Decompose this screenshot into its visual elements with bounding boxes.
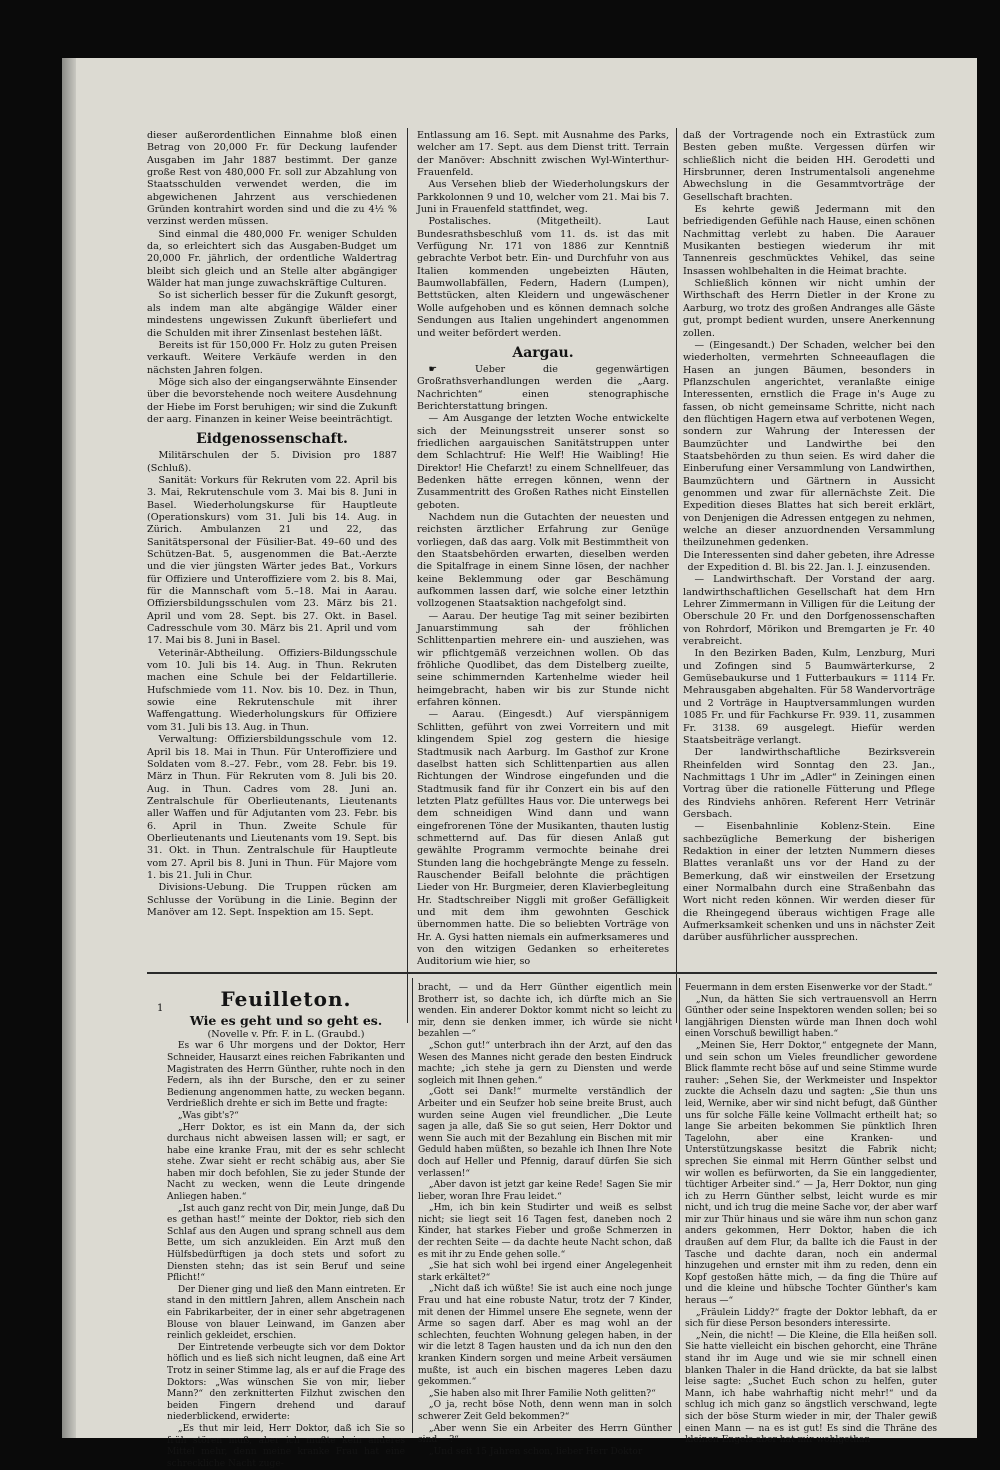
article-paragraph: Nachdem nun die Gutachten der neuesten und reichsten ärztlicher Erfahrung zur Genüge vorliegen, daß das aarg. Volk mit Bestimmtheit von den Staatsbehörden erwarten, dieselben werden die Spitalfrage in einem Sinne lösen, der nachher keine Beklemmung oder gar Beschämung aufkommen lassen darf, wie solche einer letzthin vollzogenen Staatsaktion nachgefolgt sind. [417, 511, 669, 610]
article-paragraph: — Am Ausgange der letzten Woche entwickelte sich der Meinungsstreit unserer sonst so friedlichen aargauischen Sanitätstruppen unter dem Schlachtruf: Hie Welf! Hie Waibling! Hie Direktor! Hie Chefarzt! zu einem Schnellfeuer, das Bedenken hätte erregen können, wenn der Zusammentritt des Großen Rathes nicht Einstellen geboten. [417, 413, 669, 511]
story-paragraph: Der Diener ging und ließ den Mann eintreten. Er stand in den mittlern Jahren, allem Anschein nach ein Fabrikarbeiter, der in einer sehr abgetragenen Blouse von blauer Leinwand, im Ganzen aber reinlich gekleidet, erschien. [167, 1284, 405, 1342]
story-paragraph: „O ja, recht böse Noth, denn wenn man in solch schwerer Zeit Geld bekommen?“ [418, 1400, 672, 1422]
top-column-1 [147, 130, 397, 1010]
story-title: Wie es geht und so geht es. [189, 1013, 383, 1028]
article-paragraph: daß der Vortragende noch ein Extrastück zum Besten geben mußte. Vergessen dürfen wir schließlich nicht die beiden HH. Gerodetti und Hirsbrunner, deren Instrumentalsoli angenehme Abwechslung in die Gesammtvorträge der Gesellschaft brachten. [683, 130, 935, 203]
story-subtitle: (Novelle v. Pfr. F. in L. (Graubd.) [207, 1029, 365, 1040]
article-paragraph: So ist sicherlich besser für die Zukunft gesorgt, als indem man alte abgängige Wälder einer mindestens ungewissen Zukunft überliefert und die Schulden mit ihrer Zinsenlast bestehen läßt. [147, 290, 397, 339]
top-column-2 [417, 130, 669, 1010]
top-column-3 [683, 130, 935, 1010]
story-paragraph: „Aber wenn Sie ein Arbeiter des Herrn Günther sind —?“ [418, 1423, 672, 1446]
section-heading-eidgenossenschaft: Eidgenossenschaft. [196, 431, 348, 448]
story-paragraph: „Ist auch ganz recht von Dir, mein Junge, daß Du es gethan hast!“ meinte der Doktor, rieb sich den Schlaf aus den Augen und sprang schnell aus dem Bette, um sich anzukleiden. Ein Arzt muß den Hülfsbedürftigen ja doch stets und sofort zu Diensten stehn; das ist sein Beruf und seine Pflicht!“ [167, 1203, 405, 1284]
article-paragraph: dieser außerordentlichen Einnahme bloß einen Betrag von 20,000 Fr. für Deckung laufender Ausgaben im Jahr 1887 bestimmt. Der ganze große Rest von 480,000 Fr. soll zur Abzahlung von Staatsschulden verwendet werden, die im abgewichenen Jahrzent aus verschiedenen Gründen kontrahirt worden sind und die zu 4½ % verzinst werden müssen. [147, 130, 397, 228]
column-rule [407, 128, 408, 1023]
story-paragraph: Der Eintretende verbeugte sich vor dem Doktor höflich und es ließ sich nicht leugnen, daß eine Art Trotz in seiner Stimme lag, als er auf die Frage des Doktors: „Was wünschen Sie von mir, lieber Mann?“ den zerknitterten Filzhut zwischen den beiden Fingern drehend und darauf niederblickend, erwiderte: [167, 1342, 405, 1423]
story-paragraph: Feuermann in dem ersten Eisenwerke vor der Stadt.“ [685, 983, 933, 993]
feuilleton-title: Feuilleton. [220, 987, 352, 1011]
story-paragraph: „Schon gut!“ unterbrach ihn der Arzt, auf den das Wesen des Mannes nicht gerade den besten Eindruck machte; „ich stehe ja gern zu Diensten und werde sogleich mit Ihnen gehen.“ [418, 1040, 672, 1086]
story-paragraph: „Es thut mir leid, Herr Doktor, daß ich Sie so früh stören muß, aber ich mußte kein anderes Mittel mehr, denn meine kranke Frau hat eine schreckliche Nacht zuge- [167, 1423, 405, 1469]
story-paragraph: „Gott sei Dank!“ murmelte verständlich der Arbeiter und ein Seufzer hob seine breite Brust, auch wurden seine Augen viel freundlicher. „Die Leute sagen ja alle, daß Sie so gut seien, Herr Doktor und wenn Sie auch mit der Bezahlung ein Bischen mit mir Geduld haben müßten, so bezahle ich Ihnen Ihre Note doch auf Heller und Pfennig, darauf dürfen Sie sich verlassen!“ [418, 1087, 672, 1179]
article-paragraph: Veterinär-Abtheilung. Offiziers-Bildungsschule vom 10. Juli bis 14. Aug. in Thun. Rekruten machen eine Schule bei der Feldartillerie. Hufschmiede vom 11. Nov. bis 10. Dez. in Thun, sowie eine Rekrutenschule mit ihrer Waffengattung. Wiederholungskurs für Offiziere vom 31. Juli bis 13. Aug. in Thun. [147, 647, 397, 733]
article-paragraph: Es kehrte gewiß Jedermann mit den befriedigenden Gefühle nach Hause, einen schönen Nachmittag verlebt zu haben. Die Aarauer Musikanten bestiegen wiederum ihr mit Tannenreis geschmücktes Vehikel, das seine Insassen wohlbehalten in die Heimat brachte. [683, 204, 935, 277]
article-paragraph: Möge sich also der eingangserwähnte Einsender über die bevorstehende noch weitere Ausdehnung der Hiebe im Forst beruhigen; wir sind die Zukunft der aarg. Finanzen in keiner Weise beeinträchtigt. [147, 376, 397, 425]
story-paragraph: „Aber davon ist jetzt gar keine Rede! Sagen Sie mir lieber, woran Ihre Frau leidet.“ [418, 1180, 672, 1202]
article-paragraph: — Aarau. (Eingesdt.) Auf vierspännigem Schlitten, geführt von zwei Vorreitern und mit klingendem Spiel zog gestern die hiesige Stadtmusik nach Aarburg. Im Gasthof zur Krone daselbst hatten sich Schlittenpartien aus allen Richtungen der Windrose eingefunden und die Stadtmusik fand für ihr Conzert ein bis auf den letzten Platz gefülltes Haus vor. Die unterwegs bei dem schneidigen Wind dann und wann eingefrorenen Töne der Musikanten, thauten lustig schmetternd auf. Das für diesen Anlaß gut gewählte Programm vermochte beinahe drei Stunden lang die hochgebrängte Menge zu fesseln. Rauschender Beifall belohnte die prächtigen Lieder von Hr. Burgmeier, deren Klavierbegleitung Hr. Stadtschreiber Niggli mit großer Gefälligkeit und mit dem ihm gewohnten Geschick übernommen hatte. Die so beliebten Vorträge von Hr. A. Gysi hatten niemals ein aufmerksameres und von den witzigen Gedanken so erheiteretes Auditorium wie hier, so [417, 709, 669, 968]
article-paragraph: Sind einmal die 480,000 Fr. weniger Schulden da, so erleichtert sich das Ausgaben-Budget um 20,000 Fr. jährlich, der ordentliche Waldertrag bleibt sich gleich und an Stelle alter abgängiger Wälder hat man junge zuwachskräftige Culturen. [147, 228, 397, 290]
column-rule [412, 978, 413, 1433]
feuilleton-column-2 [418, 983, 672, 1457]
feuilleton-column-1 [167, 983, 405, 1469]
newspaper-page [62, 58, 977, 1469]
article-paragraph: ☛ Ueber die gegenwärtigen Großrathsverhandlungen werden die „Aarg. Nachrichten“ einen stenographische Berichterstattung bringen. [417, 363, 669, 412]
article-paragraph: Der landwirthschaftliche Bezirksverein Rheinfelden wird Sonntag den 23. Jan., Nachmittags 1 Uhr im „Adler“ in Zeiningen einen Vortrag über die rationelle Fütterung und Pflege des Rindviehs anhören. Referent Herr Vetrinär Gersbach. [683, 747, 935, 820]
story-paragraph: Es war 6 Uhr morgens und der Doktor, Herr Schneider, Hausarzt eines reichen Fabrikanten und Magistraten des Herrn Günther, ruhte noch in den Federn, als ihn der Bursche, den er zu seiner Bedienung angenommen hatte, zu wecken begann. Verdrießlich drehte er sich im Bette und fragte: [167, 1041, 405, 1110]
article-paragraph: In den Bezirken Baden, Kulm, Lenzburg, Muri und Zofingen sind 5 Baumwärterkurse, 2 Gemüsebaukurse und 1 Futterbaukurs = 1114 Fr. Mehrausgaben abgehalten. Für 58 Wandervorträge und 2 Vorträge in Hauptversammlungen wurden 1085 Fr. und für Fachkurse Fr. 939. 11, zusammen Fr. 3138. 69 ausgelegt. Hiefür werden Staatsbeiträge verlangt. [683, 648, 935, 746]
article-paragraph: Aus Versehen blieb der Wiederholungskurs der Parkkolonnen 9 und 10, welcher vom 21. Mai bis 7. Juni in Frauenfeld stattfindet, weg. [417, 179, 669, 216]
article-paragraph: — (Eingesandt.) Der Schaden, welcher bei den wiederholten, vermehrten Schneeauflagen die Hasen an jungen Bäumen, besonders in Pflanzschulen angerichtet, veranlaßte einige Interessenten, ernstlich die Frage in's Auge zu fassen, ob nicht gemeinsame Schritte, nicht nach den flüchtigen Hagern etwa auf verbotenen Wegen, sondern zur Wahrung der Interessen der Baumzüchter und Landwirthe bei den Staatsbehörden zu thun seien. Es wird daher die Einberufung einer Versammlung von Landwirthen, Baumzüchtern und Gärtnern in Aussicht genommen und zwar für allernächste Zeit. Die Expedition dieses Blattes hat sich bereit erklärt, von Denjenigen die Adressen entgegen zu nehmen, welche an dieser anzuordnenden Versammlung theilzunehmen gedenken. [683, 339, 935, 549]
column-rule [679, 978, 680, 1433]
article-paragraph: Die Interessenten sind daher gebeten, ihre Adresse der Expedition d. Bl. bis 22. Jan. l. J. einzusenden. [683, 549, 935, 574]
article-paragraph: — Landwirthschaft. Der Vorstand der aarg. landwirthschaftlichen Gesellschaft hat dem Hrn Lehrer Zimmermann in Villigen für die Leitung der Oberschule 20 Fr. und den Dorfgenossenschaften von Rohrdorf, Mörikon und Bremgarten je Fr. 40 verabreicht. [683, 574, 935, 648]
story-paragraph: „Und seit 15 Jahren schon, lieber Herr Doktor [428, 1446, 643, 1457]
article-paragraph: Verwaltung: Offiziersbildungsschule vom 12. April bis 18. Mai in Thun. Für Unteroffiziere und Soldaten vom 8.–27. Febr., vom 28. Febr. bis 19. März in Thun. Für Rekruten vom 8. Juli bis 20. Aug. in Thun. Cadres vom 28. Juni an. Zentralschule für Oberlieutenants, Lieutenants aller Waffen und für Adjutanten vom 23. Febr. bis 6. April in Thun. Zweite Schule für Oberlieutenants und Lieutenants vom 19. Sept. bis 31. Okt. in Thun. Zentralschule für Hauptleute vom 27. April bis 8. Juni in Thun. Für Majore vom 1. bis 21. Juli in Chur. [147, 734, 397, 881]
story-text [167, 1041, 405, 1470]
story-paragraph: „Hm, ich bin kein Studirter und weiß es selbst nicht; sie liegt seit 16 Tagen fest, daneben noch 2 Kinder, hat starkes Fieber und große Schmerzen in der rechten Seite — da dachte heute Nacht schon, daß es mit ihr zu Ende gehen solle.“ [418, 1203, 672, 1260]
article-paragraph: Postalisches. (Mitgetheilt). Laut Bundesrathsbeschluß vom 11. ds. ist das mit Verfügung Nr. 171 von 1886 zur Kenntniß gebrachte Verbot betr. Ein- und Durchfuhr von aus Italien kommenden ungebeizten Häuten, Baumwollabfällen, Federn, Hadern (Lumpen), Bettstücken, alten Kleidern und ungewäschener Wolle aufgehoben und es können demnach solche Sendungen aus Italien ungehindert angenommen und weiter befördert werden. [417, 216, 669, 339]
story-paragraph: „Herr Doktor, es ist ein Mann da, der sich durchaus nicht abweisen lassen will; er sagt, er habe eine kranke Frau, mit der es sehr schlecht stehe. Zwar sieht er recht schäbig aus, aber Sie haben mir doch befohlen, Sie zu jeder Stunde der Nacht zu wecken, wenn die Leute dringende Anliegen haben.“ [167, 1122, 405, 1203]
article-paragraph: Militärschulen der 5. Division pro 1887 (Schluß). [147, 450, 397, 474]
article-paragraph: — Aarau. Der heutige Tag mit seiner bezibirten Januarstimmung sah der fröhlichen Schlittenpartien mehrere ein- und ausziehen, was wir pflichtgemäß verzeichnen wollen. Ob das fröhliche Quodlibet, das dem Distelberg zueilte, seine schimmernden Kartenhelme wieder heil heimgebracht, haben wir bis zur Stunde nicht erfahren können. [417, 610, 669, 709]
feuilleton-divider [147, 972, 937, 974]
column-rule [676, 128, 677, 1023]
article-paragraph: — Eisenbahnlinie Koblenz-Stein. Eine sachbezügliche Bemerkung der bisherigen Redaktion in einer der letzten Nummern dieses Blattes veranlaßt uns vor der Hand zu der Bemerkung, daß wir einstweilen der Ersetzung einer Normalbahn durch eine Straßenbahn das Wort nicht reden können. Wir werden dieser für die Rheingegend überaus wichtigen Frage alle Aufmerksamkeit schenken und uns in nächster Zeit darüber ausführlicher aussprechen. [683, 821, 935, 944]
story-paragraph: „Sie haben also mit Ihrer Familie Noth gelitten?“ [428, 1388, 656, 1399]
story-paragraph: „Sie hat sich wohl bei irgend einer Angelegenheit stark erkältet?“ [418, 1261, 672, 1283]
story-paragraph: „Meinen Sie, Herr Doktor,“ entgegnete der Mann, und sein schon um Vieles freundlicher gewordene Blick flammte recht böse auf und seine Stimme wurde rauher: „Sehen Sie, der Werkmeister und Inspektor zuckte die Achseln dazu und sagten: „Sie thun uns leid, Wernike, aber wir sind nicht befugt, daß Günther uns für solche Fälle keine Vollmacht ertheilt hat; so lange Sie arbeiten bekommen Sie pünktlich Ihren Tagelohn, aber eine Kranken- und Unterstützungskasse besitzt die Fabrik nicht; sprechen Sie einmal mit Herrn Günther selbst und wir wollen es befürworten, da Sie ein langgedienter, tüchtiger Arbeiter sind.“ — Ja, Herr Doktor, nun ging ich zu Herrn Günther selbst, leicht wurde es mir nicht, und ich trug die meine Sache vor, der aber warf mir zur Thür hinaus und sie wäre ihm nun schon ganz anders gekommen, Herr Doktor, haben die ich draußen auf dem Flur, da ballte ich die Faust in der Tasche und dachte daran, noch ein andermal hinzugehen und ernster mit ihm zu reden, denn ein Kopf gestoßen hätte mich, — da fing die Thüre auf und die kleine und hübsche Tochter Günther's kam heraus —“ [685, 1040, 937, 1307]
story-paragraph: „Nicht daß ich wüßte! Sie ist auch eine noch junge Frau und hat eine robuste Natur, trotz der 7 Kinder, mit denen der Himmel unsere Ehe segnete, wenn der Arme so sagen darf. Aber es mag wohl an der schlechten, feuchten Wohnung gelegen haben, in der wir die letzt 8 Tagen hausten und da ich nun den den kranken Kindern sorgen und meine Arbeit versäumen mußte, ist auch ein bischen mageres Leben dazu gekommen.“ [418, 1284, 672, 1388]
article-paragraph: Bereits ist für 150,000 Fr. Holz zu guten Preisen verkauft. Weitere Verkäufe werden in den nächsten Jahren folgen. [147, 339, 397, 376]
article-paragraph: Entlassung am 16. Sept. mit Ausnahme des Parks, welcher am 17. Sept. aus dem Dienst tritt. Terrain der Manöver: Abschnitt zwischen Wyl-Winterthur-Frauenfeld. [417, 130, 669, 179]
story-paragraph: „Fräulein Liddy?“ fragte der Doktor lebhaft, da er sich für diese Person besonders interessirte. [685, 1307, 937, 1330]
feuilleton-number: 1 [157, 1003, 164, 1014]
article-paragraph: Divisions-Uebung. Die Truppen rücken am Schlusse der Vorübung in die Linie. Beginn der Manöver am 12. Sept. Inspektion am 15. Sept. [147, 882, 397, 918]
section-heading-aargau: Aargau. [512, 344, 574, 361]
story-paragraph: „Nun, da hätten Sie sich vertrauensvoll an Herrn Günther oder seine Inspektoren wenden sollen; bei so langjährigen Diensten würde man Ihnen doch wohl einen Vorschuß bewilligt haben.“ [685, 994, 937, 1040]
article-paragraph: Sanität: Vorkurs für Rekruten vom 22. April bis 3. Mai, Rekrutenschule vom 3. Mai bis 8. Juni in Basel. Wiederholungskurse für Hauptleute (Operationskurs) vom 31. Juli bis 14. Aug. in Zürich. Ambulanzen 21 und 22, das Sanitätspersonal der Füsilier-Bat. 49–60 und des Schützen-Bat. 5, ausgenommen die Bat.-Aerzte und die vier jüngsten Wärter jedes Bat., Vorkurs für Offiziere und Unteroffiziere vom 2. bis 8. Mai, für die Mannschaft vom 5.–18. Mai in Aarau. Offiziersbildungsschulen vom 23. März bis 21. April und vom 28. Sept. bis 27. Okt. in Basel. Cadresschule vom 30. März bis 21. April und vom 17. Mai bis 8. Juni in Basel. [147, 474, 397, 647]
story-paragraph: „Nein, die nicht! — Die Kleine, die Ella heißen soll. Sie hatte vielleicht ein bischen gehorcht, eine Thräne stand ihr im Auge und wie sie mir schnell einen blanken Thaler in die Hand drückte, da bat sie lalbst leise sagte: „Suchet Euch schon zu helfen, guter Mann, ich habe wahrhaftig nicht mehr!“ und da schlug ich mich ganz so ängstlich verschwand, legte sich der böse Sturm wieder in mir, der Thaler gewiß einen Mann — na es ist gut! Es sind die Thräne des kleinen Engels aber hat mir wohlgethan [685, 1330, 937, 1446]
story-paragraph: „Was gibt's?“ [177, 1110, 239, 1121]
story-paragraph: bracht, — und da Herr Günther eigentlich mein Brotherr ist, so dachte ich, ich dürfte mich an Sie wenden. Ein anderer Doktor kommt nicht so leicht zu mir, denn sie denken immer, ich würde sie nicht bezahlen —“ [418, 983, 672, 1040]
article-paragraph: Schließlich können wir nicht umhin der Wirthschaft des Herrn Dietler in der Krone zu Aarburg, wo trotz des großen Andranges alle Gäste gut, prompt bedient wurden, unsere Anerkennung zollen. [683, 278, 935, 339]
feuilleton-column-3 [685, 983, 937, 1446]
